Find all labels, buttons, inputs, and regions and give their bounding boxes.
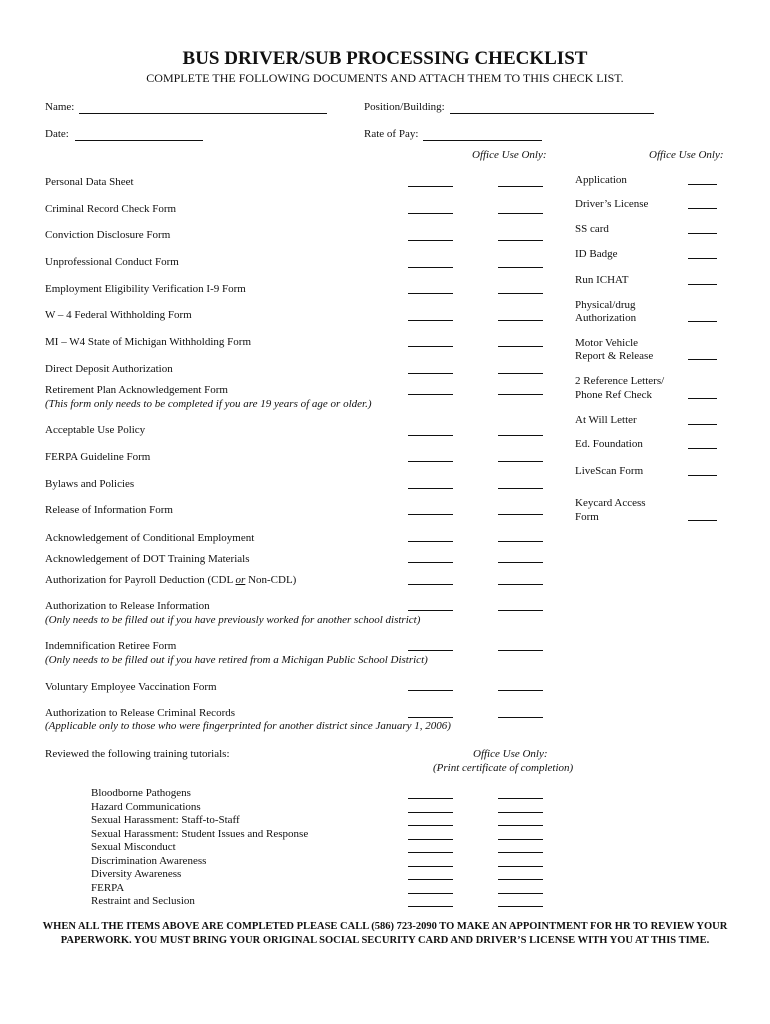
office-check-line[interactable] bbox=[498, 610, 543, 611]
office-check-line[interactable] bbox=[498, 690, 543, 691]
submitted-check-line[interactable] bbox=[408, 213, 453, 214]
document-item-label: Bylaws and Policies bbox=[45, 478, 135, 490]
office-check-line[interactable] bbox=[498, 373, 543, 374]
training-check-line[interactable] bbox=[408, 812, 453, 813]
document-item-label: Indemnification Retiree Form bbox=[45, 640, 177, 652]
office-item-check-line[interactable] bbox=[688, 520, 717, 521]
submitted-check-line[interactable] bbox=[408, 267, 453, 268]
office-item-check-line[interactable] bbox=[688, 258, 717, 259]
submitted-check-line[interactable] bbox=[408, 394, 453, 395]
document-item-label: Direct Deposit Authorization bbox=[45, 363, 173, 375]
office-check-line[interactable] bbox=[498, 435, 543, 436]
office-item-check-line[interactable] bbox=[688, 233, 717, 234]
office-check-line[interactable] bbox=[498, 213, 543, 214]
office-item-check-line[interactable] bbox=[688, 321, 717, 322]
training-header: Reviewed the following training tutorials: bbox=[45, 748, 230, 760]
document-item-label bbox=[45, 574, 296, 586]
document-item-label: Acknowledgement of DOT Training Materials bbox=[45, 553, 250, 565]
office-check-line[interactable] bbox=[498, 186, 543, 187]
training-office-check-line[interactable] bbox=[498, 906, 543, 907]
office-item-label: At Will Letter bbox=[575, 414, 637, 426]
training-item-label: Discrimination Awareness bbox=[91, 854, 207, 867]
office-item-label: Report & Release bbox=[575, 350, 654, 362]
office-item-label: Application bbox=[575, 174, 627, 186]
document-item-label: Acknowledgement of Conditional Employment bbox=[45, 532, 255, 544]
office-item-label: Driver’s License bbox=[575, 198, 649, 210]
date-field[interactable] bbox=[75, 140, 203, 141]
office-check-line[interactable] bbox=[498, 541, 543, 542]
document-item-label: Conviction Disclosure Form bbox=[45, 229, 171, 241]
training-office-check-line[interactable] bbox=[498, 825, 543, 826]
training-check-line[interactable] bbox=[408, 825, 453, 826]
office-use-header: Office Use Only: bbox=[472, 149, 547, 161]
document-item-note: (Only needs to be filled out if you have retired from a Michigan Public School District) bbox=[45, 654, 428, 666]
document-item-label: Criminal Record Check Form bbox=[45, 203, 177, 215]
document-item-label: MI – W4 State of Michigan Withholding Form bbox=[45, 336, 251, 348]
office-item-label: Run ICHAT bbox=[575, 274, 629, 286]
office-check-line[interactable] bbox=[498, 346, 543, 347]
office-use-header-right: Office Use Only: bbox=[649, 149, 724, 161]
payroll-label-suffix: Non-CDL) bbox=[245, 574, 297, 586]
training-office-check-line[interactable] bbox=[498, 839, 543, 840]
training-item-label: Restraint and Seclusion bbox=[91, 895, 195, 907]
document-item-label: Authorization to Release Information bbox=[45, 600, 210, 612]
document-item-label: Voluntary Employee Vaccination Form bbox=[45, 681, 217, 693]
training-office-use: Office Use Only: bbox=[473, 748, 548, 760]
rate-label: Rate of Pay: bbox=[364, 128, 419, 140]
training-print-note: (Print certificate of completion) bbox=[433, 762, 574, 774]
document-item-note: (This form only needs to be completed if you are 19 years of age or older.) bbox=[45, 398, 372, 410]
office-item-check-line[interactable] bbox=[688, 208, 717, 209]
office-check-line[interactable] bbox=[498, 461, 543, 462]
office-check-line[interactable] bbox=[498, 717, 543, 718]
submitted-check-line[interactable] bbox=[408, 293, 453, 294]
submitted-check-line[interactable] bbox=[408, 320, 453, 321]
training-office-check-line[interactable] bbox=[498, 893, 543, 894]
office-check-line[interactable] bbox=[498, 394, 543, 395]
training-item-label: Sexual Harassment: Student Issues and Response bbox=[91, 827, 309, 840]
submitted-check-line[interactable] bbox=[408, 488, 453, 489]
submitted-check-line[interactable] bbox=[408, 584, 453, 585]
training-office-check-line[interactable] bbox=[498, 798, 543, 799]
document-item-label: FERPA Guideline Form bbox=[45, 451, 151, 463]
office-item-label: 2 Reference Letters/ bbox=[575, 375, 665, 387]
office-item-label: Physical/drug bbox=[575, 299, 636, 311]
submitted-check-line[interactable] bbox=[408, 373, 453, 374]
training-office-check-line[interactable] bbox=[498, 852, 543, 853]
office-check-line[interactable] bbox=[498, 562, 543, 563]
office-check-line[interactable] bbox=[498, 488, 543, 489]
office-item-label: Ed. Foundation bbox=[575, 438, 643, 450]
document-item-note: (Applicable only to those who were fingerprinted for another district since January 1, 2006) bbox=[45, 720, 451, 732]
office-check-line[interactable] bbox=[498, 267, 543, 268]
training-check-line[interactable] bbox=[408, 839, 453, 840]
training-office-check-line[interactable] bbox=[498, 879, 543, 880]
training-check-line[interactable] bbox=[408, 852, 453, 853]
document-item-label: Retirement Plan Acknowledgement Form bbox=[45, 384, 228, 396]
document-item-label: Employment Eligibility Verification I-9 Form bbox=[45, 283, 246, 295]
office-item-label: Form bbox=[575, 511, 599, 523]
training-office-check-line[interactable] bbox=[498, 866, 543, 867]
training-item-label: Sexual Misconduct bbox=[91, 841, 176, 853]
document-item-label: Release of Information Form bbox=[45, 504, 173, 516]
document-item-label: Acceptable Use Policy bbox=[45, 424, 146, 436]
office-item-check-line[interactable] bbox=[688, 475, 717, 476]
payroll-or-emphasis: or bbox=[235, 574, 246, 586]
office-item-check-line[interactable] bbox=[688, 424, 717, 425]
name-field[interactable] bbox=[79, 113, 327, 114]
submitted-check-line[interactable] bbox=[408, 514, 453, 515]
page-title: BUS DRIVER/SUB PROCESSING CHECKLIST bbox=[182, 48, 588, 69]
rate-field[interactable] bbox=[423, 140, 542, 141]
office-check-line[interactable] bbox=[498, 584, 543, 585]
training-check-line[interactable] bbox=[408, 893, 453, 894]
name-label: Name: bbox=[45, 101, 75, 113]
training-check-line[interactable] bbox=[408, 906, 453, 907]
office-item-label: LiveScan Form bbox=[575, 465, 644, 477]
document-item-note: (Only needs to be filled out if you have previously worked for another school district) bbox=[45, 614, 421, 626]
training-item-label: Hazard Communications bbox=[91, 800, 201, 813]
office-check-line[interactable] bbox=[498, 514, 543, 515]
submitted-check-line[interactable] bbox=[408, 240, 453, 241]
training-office-check-line[interactable] bbox=[498, 812, 543, 813]
document-item-label: Authorization to Release Criminal Records bbox=[45, 707, 236, 719]
position-field[interactable] bbox=[450, 113, 654, 114]
document-item-label: Personal Data Sheet bbox=[45, 176, 134, 188]
training-check-line[interactable] bbox=[408, 798, 453, 799]
training-check-line[interactable] bbox=[408, 879, 453, 880]
office-item-label: ID Badge bbox=[575, 248, 618, 260]
submitted-check-line[interactable] bbox=[408, 650, 453, 651]
office-item-label: SS card bbox=[575, 223, 609, 235]
office-item-label: Authorization bbox=[575, 312, 637, 324]
training-item-label: Diversity Awareness bbox=[91, 868, 182, 880]
footer-instructions: WHEN ALL THE ITEMS ABOVE ARE COMPLETED PLEASE CALL (586) 723-2090 TO MAKE AN APPOINTMENT FOR HR TO REVIEW YOUR PAPERWORK. YOU MUST BRING YOUR ORIGINAL SOCIAL SECURITY CARD AND DRIVER’S LICENSE WITH YOU AT THIS TIME. bbox=[42, 921, 728, 946]
submitted-check-line[interactable] bbox=[408, 717, 453, 718]
office-item-check-line[interactable] bbox=[688, 448, 717, 449]
document-item-label: Unprofessional Conduct Form bbox=[45, 256, 179, 268]
document-item-label: W – 4 Federal Withholding Form bbox=[45, 309, 192, 321]
submitted-check-line[interactable] bbox=[408, 690, 453, 691]
submitted-check-line[interactable] bbox=[408, 346, 453, 347]
office-item-check-line[interactable] bbox=[688, 398, 717, 399]
office-check-line[interactable] bbox=[498, 240, 543, 241]
office-item-label: Motor Vehicle bbox=[575, 337, 639, 349]
page-subtitle: COMPLETE THE FOLLOWING DOCUMENTS AND ATTACH THEM TO THIS CHECK LIST. bbox=[146, 71, 624, 85]
training-item-label: Sexual Harassment: Staff-to-Staff bbox=[91, 814, 240, 826]
office-item-check-line[interactable] bbox=[688, 284, 717, 285]
submitted-check-line[interactable] bbox=[408, 562, 453, 563]
submitted-check-line[interactable] bbox=[408, 186, 453, 187]
payroll-label-prefix: Authorization for Payroll Deduction (CDL bbox=[45, 574, 236, 586]
date-label: Date: bbox=[45, 128, 69, 140]
office-item-check-line[interactable] bbox=[688, 184, 717, 185]
submitted-check-line[interactable] bbox=[408, 610, 453, 611]
training-item-label: FERPA bbox=[91, 881, 125, 894]
submitted-check-line[interactable] bbox=[408, 461, 453, 462]
office-item-check-line[interactable] bbox=[688, 359, 717, 360]
position-label: Position/Building: bbox=[364, 101, 445, 113]
submitted-check-line[interactable] bbox=[408, 435, 453, 436]
training-check-line[interactable] bbox=[408, 866, 453, 867]
office-check-line[interactable] bbox=[498, 650, 543, 651]
office-check-line[interactable] bbox=[498, 320, 543, 321]
office-item-label: Phone Ref Check bbox=[575, 389, 652, 401]
training-item-label: Bloodborne Pathogens bbox=[91, 787, 191, 799]
submitted-check-line[interactable] bbox=[408, 541, 453, 542]
office-check-line[interactable] bbox=[498, 293, 543, 294]
office-item-label: Keycard Access bbox=[575, 497, 646, 509]
